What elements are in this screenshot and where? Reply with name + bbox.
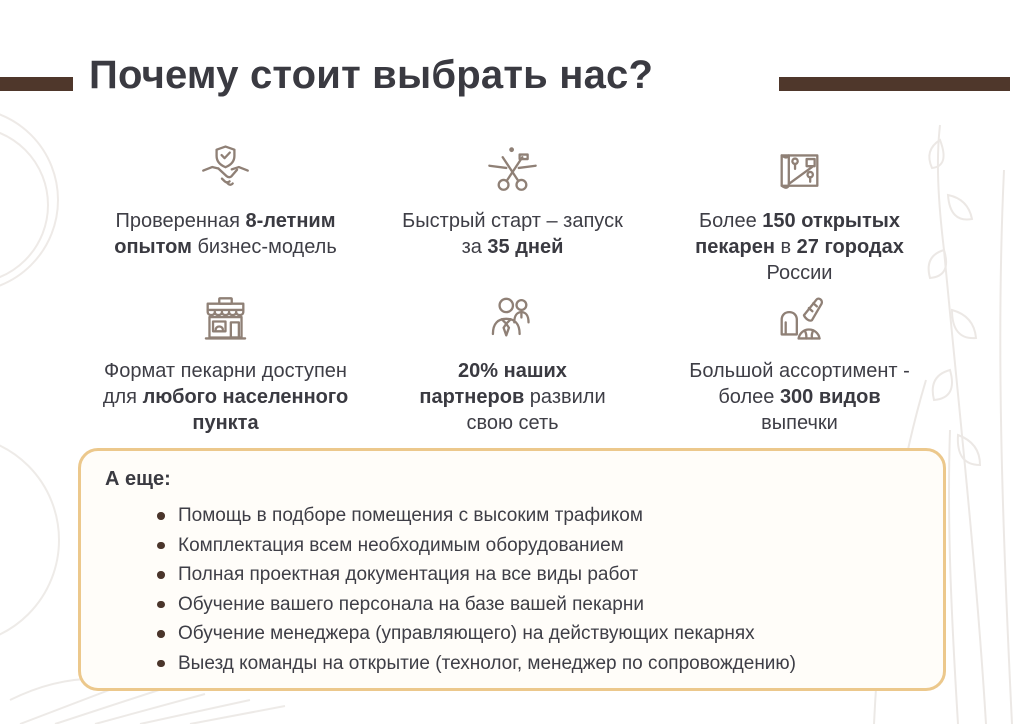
feature-text: 20% наших партнеров развили свою сеть bbox=[419, 360, 606, 434]
partners-icon bbox=[484, 290, 541, 352]
extras-list-item: Обучение менеджера (управляющего) на действующих пекарнях bbox=[157, 622, 919, 646]
feature-text: Быстрый старт – запуск за 35 дней bbox=[402, 210, 623, 258]
handshake-shield-icon bbox=[197, 140, 254, 202]
map-pins-icon bbox=[771, 140, 828, 202]
title-bar-right-decoration bbox=[779, 77, 1010, 91]
page-title: Почему стоит выбрать нас? bbox=[89, 53, 654, 97]
feature-assortment bbox=[656, 290, 943, 436]
feature-text: Большой ассортимент - более 300 видов выпечки bbox=[689, 360, 910, 434]
feature-text: Проверенная 8-летним опытом бизнес-модель bbox=[114, 210, 337, 258]
feature-open-bakeries bbox=[656, 140, 943, 290]
feature-partners-network bbox=[369, 290, 656, 436]
circle-sketch-left bbox=[0, 108, 59, 645]
extras-list-item: Полная проектная документация на все виды работ bbox=[157, 563, 919, 587]
bakery-storefront-icon bbox=[197, 290, 254, 352]
feature-text: Более 150 открытых пекарен в 27 городах России bbox=[695, 210, 904, 284]
extras-heading: А еще: bbox=[105, 468, 171, 490]
bread-assortment-icon bbox=[771, 290, 828, 352]
title-bar-left-decoration bbox=[0, 77, 73, 91]
extras-list-item: Помощь в подборе помещения с высоким трафиком bbox=[157, 504, 919, 528]
scissors-ribbon-icon bbox=[484, 140, 541, 202]
extras-box bbox=[78, 448, 946, 691]
feature-fast-start bbox=[369, 140, 656, 290]
features-grid bbox=[82, 140, 943, 436]
feature-text: Формат пекарни доступен для любого населенного пункта bbox=[102, 360, 349, 434]
feature-proven-model bbox=[82, 140, 369, 290]
extras-list-item: Выезд команды на открытие (технолог, менеджер по сопровождению) bbox=[157, 652, 919, 676]
extras-list-item: Комплектация всем необходимым оборудованием bbox=[157, 534, 919, 558]
extras-list-item: Обучение вашего персонала на базе вашей пекарни bbox=[157, 593, 919, 617]
feature-any-location bbox=[82, 290, 369, 436]
extras-list bbox=[157, 504, 919, 675]
